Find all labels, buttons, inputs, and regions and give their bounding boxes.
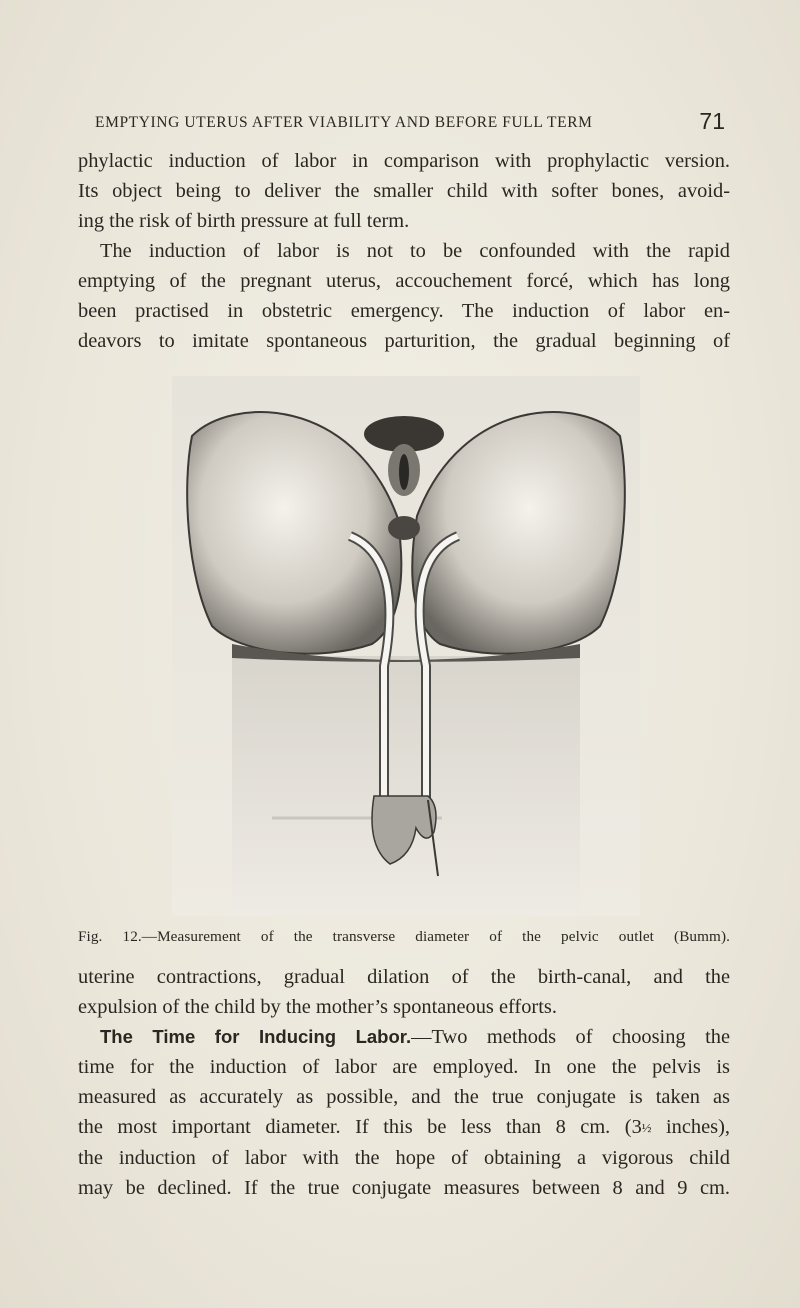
text-line: been practised in obstetric emergency. The induction of labor en- [78, 300, 730, 322]
text-line [78, 236, 730, 266]
running-title: EMPTYING UTERUS AFTER VIABILITY AND BEFORE FULL TERM [95, 114, 593, 131]
text-line: measured as accurately as possible, and the true conjugate is taken as [78, 1086, 730, 1108]
text-line: the induction of labor with the hope of obtaining a vigorous child [78, 1147, 730, 1169]
section-heading: The Time for Inducing Labor. [100, 1026, 412, 1047]
text-line: uterine contractions, gradual dilation of the birth-canal, and the [78, 966, 730, 988]
paragraph-1 [78, 146, 730, 236]
text-line [78, 1022, 730, 1052]
text-line [78, 1112, 730, 1143]
pelvimeter-illustration [172, 376, 640, 916]
text-line: deavors to imitate spontaneous parturition, the gradual beginning of [78, 330, 730, 352]
text-line-content: inches), [651, 1116, 730, 1138]
paragraph-2 [78, 236, 730, 356]
text-line: time for the induction of labor are employed. In one the pelvis is [78, 1056, 730, 1078]
figure-caption: Fig. 12.—Measurement of the transverse diameter of the pelvic outlet (Bumm). [78, 928, 730, 945]
text-line: emptying of the pregnant uterus, accouchement forcé, which has long [78, 270, 730, 292]
text-line: may be declined. If the true conjugate measures between 8 and 9 cm. [78, 1177, 730, 1199]
text-line: ing the risk of birth pressure at full term. [78, 210, 410, 232]
text-line: Its object being to deliver the smaller child with softer bones, avoid- [78, 180, 730, 202]
text-line-content: the most important diameter. If this be less than 8 cm. (3 [78, 1116, 642, 1138]
text-line: phylactic induction of labor in comparison with prophylactic version. [78, 150, 730, 172]
text-line-content: —Two methods of choosing the [411, 1026, 730, 1048]
text-line-content: The induction of labor is not to be confounded with the rapid [100, 240, 730, 262]
text-line: expulsion of the child by the mother’s spontaneous efforts. [78, 996, 557, 1018]
fraction: ½ [641, 1120, 652, 1135]
paragraph-3 [78, 962, 730, 1022]
running-head [95, 108, 725, 138]
page-number: 71 [699, 108, 725, 134]
paragraph-4 [78, 1022, 730, 1203]
figure-illustration [172, 376, 640, 916]
